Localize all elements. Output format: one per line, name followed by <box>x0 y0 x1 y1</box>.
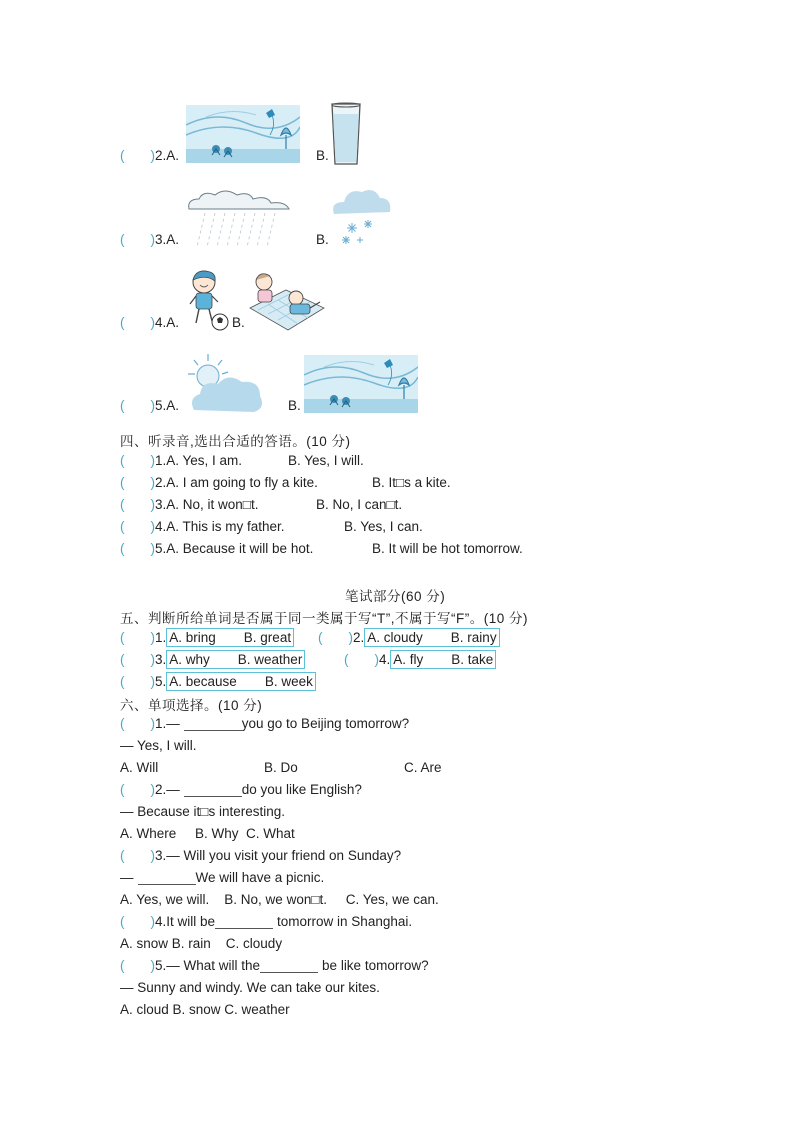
word-a: A. because <box>169 674 237 689</box>
answer-paren-close[interactable]: ) <box>150 232 155 247</box>
answer-paren-open[interactable]: ( <box>344 652 349 667</box>
option-a-text: 3.A. No, it won□t. <box>155 497 259 512</box>
answer-paren-close[interactable]: ) <box>150 716 155 731</box>
answer-paren-close[interactable]: ) <box>150 914 155 929</box>
written-part-heading: 笔试部分(60 分) <box>345 589 446 604</box>
section-5-item <box>120 628 294 647</box>
option-b-label: B. <box>288 398 301 413</box>
answer-paren-open[interactable]: ( <box>120 398 125 413</box>
word-pair-box <box>166 650 305 669</box>
question-text: tomorrow in Shanghai. <box>277 914 413 929</box>
answer-paren-close[interactable]: ) <box>150 674 155 689</box>
kids-picnic-picture <box>246 268 326 332</box>
answer-line: — Sunny and windy. We can take our kites. <box>120 980 380 995</box>
answer-paren-close[interactable]: ) <box>150 958 155 973</box>
option-b: B. Do <box>264 760 298 775</box>
option-b-text: B. It□s a kite. <box>372 475 451 490</box>
mc-question-5 <box>120 958 429 973</box>
option-a-text: 2.A. I am going to fly a kite. <box>155 475 318 490</box>
answer-paren-open[interactable]: ( <box>120 674 125 689</box>
fill-blank[interactable] <box>215 914 273 929</box>
question-text: 3.— Will you visit your friend on Sunday? <box>155 848 402 863</box>
answer-paren-open[interactable]: ( <box>120 652 125 667</box>
options-line: A. cloud B. snow C. weather <box>120 1002 290 1017</box>
word-a: A. fly <box>393 652 424 667</box>
answer-paren-close[interactable]: ) <box>348 630 353 645</box>
answer-paren-close[interactable]: ) <box>150 315 155 330</box>
word-a: A. bring <box>169 630 216 645</box>
answer-paren-close[interactable]: ) <box>374 652 379 667</box>
question-number: 2.A. <box>155 148 180 163</box>
item-number: 3. <box>155 652 167 667</box>
section-4-item <box>120 497 258 512</box>
section-4-item <box>120 475 318 490</box>
question-text: be like tomorrow? <box>322 958 429 973</box>
question-number: 5.A. <box>155 398 180 413</box>
answer-paren-close[interactable]: ) <box>150 398 155 413</box>
answer-paren-close[interactable]: ) <box>150 541 155 556</box>
question-prefix: 1.— <box>155 716 180 731</box>
word-b: B. great <box>243 630 292 645</box>
answer-paren-open[interactable]: ( <box>120 497 125 512</box>
answer-paren-open[interactable]: ( <box>120 475 125 490</box>
question-prefix: 5.— What will the <box>155 958 261 973</box>
answer-text: We will have a picnic. <box>195 870 325 885</box>
fill-blank[interactable] <box>138 870 196 885</box>
question-number: 4.A. <box>155 315 180 330</box>
answer-paren-open[interactable]: ( <box>120 716 125 731</box>
sun-and-cloud-picture <box>186 352 264 416</box>
word-b: B. week <box>264 674 313 689</box>
section-5-item <box>318 628 500 647</box>
answer-line: — Because it□s interesting. <box>120 804 285 819</box>
question-text: do you like English? <box>241 782 362 797</box>
section-4-item <box>120 453 242 468</box>
option-b-label: B. <box>316 148 329 163</box>
answer-paren-open[interactable]: ( <box>120 453 125 468</box>
boy-playing-football-picture <box>186 268 232 332</box>
option-b-text: B. No, I can□t. <box>316 497 403 512</box>
section-4-title: 四、听录音,选出合适的答语。(10 分) <box>120 434 351 449</box>
answer-paren-close[interactable]: ) <box>150 453 155 468</box>
answer-paren-open[interactable]: ( <box>120 630 125 645</box>
mc-question-4 <box>120 914 412 929</box>
answer-paren-open[interactable]: ( <box>120 315 125 330</box>
options-line: A. Where B. Why C. What <box>120 826 295 841</box>
mc-question-2 <box>120 782 362 797</box>
answer-paren-open[interactable]: ( <box>120 958 125 973</box>
question-text: you go to Beijing tomorrow? <box>241 716 410 731</box>
answer-paren-close[interactable]: ) <box>150 652 155 667</box>
answer-line: — Yes, I will. <box>120 738 197 753</box>
item-number: 4. <box>379 652 391 667</box>
word-b: B. weather <box>237 652 303 667</box>
answer-paren-close[interactable]: ) <box>150 475 155 490</box>
section-5-item <box>120 672 316 691</box>
question-number: 3.A. <box>155 232 180 247</box>
option-a-text: 4.A. This is my father. <box>155 519 285 534</box>
option-b-text: B. Yes, I can. <box>344 519 423 534</box>
item-number: 5. <box>155 674 167 689</box>
word-pair-box <box>364 628 499 647</box>
section-5-title: 五、判断所给单词是否属于同一类属于写“T”,不属于写“F”。(10 分) <box>120 611 528 626</box>
question-3-row <box>120 232 179 247</box>
item-number: 1. <box>155 630 167 645</box>
answer-paren-close[interactable]: ) <box>150 630 155 645</box>
snow-cloud-picture <box>330 184 392 248</box>
word-a: A. why <box>169 652 210 667</box>
answer-paren-close[interactable]: ) <box>150 497 155 512</box>
answer-paren-open[interactable]: ( <box>120 232 125 247</box>
answer-paren-open[interactable]: ( <box>120 541 125 556</box>
answer-paren-open[interactable]: ( <box>120 782 125 797</box>
windy-kite-picture-2 <box>304 355 418 413</box>
item-number: 2. <box>353 630 365 645</box>
option-b-text: B. It will be hot tomorrow. <box>372 541 523 556</box>
fill-blank[interactable] <box>184 716 242 731</box>
word-pair-box <box>390 650 496 669</box>
answer-paren-close[interactable]: ) <box>150 148 155 163</box>
fill-blank[interactable] <box>260 958 318 973</box>
section-4-item <box>120 541 313 556</box>
answer-paren-close[interactable]: ) <box>150 519 155 534</box>
fill-blank[interactable] <box>184 782 242 797</box>
options-line: A. Yes, we will. B. No, we won□t. C. Yes, we can. <box>120 892 439 907</box>
options-line: A. snow B. rain C. cloudy <box>120 936 283 951</box>
question-prefix: 4.It will be <box>155 914 216 929</box>
question-2-row <box>120 148 179 163</box>
word-pair-box <box>166 672 316 691</box>
mc-question-1 <box>120 716 409 731</box>
word-pair-box <box>166 628 294 647</box>
option-b-text: B. Yes, I will. <box>288 453 364 468</box>
rain-cloud-picture <box>185 187 297 249</box>
word-b: B. take <box>451 652 494 667</box>
option-b-label: B. <box>316 232 329 247</box>
answer-paren-open[interactable]: ( <box>318 630 323 645</box>
section-5-item <box>120 650 305 669</box>
answer-paren-close[interactable]: ) <box>150 848 155 863</box>
option-b-label: B. <box>232 315 245 330</box>
windy-kite-picture <box>186 105 300 163</box>
option-c: C. Are <box>404 760 442 775</box>
question-4-row <box>120 315 179 330</box>
section-6-title: 六、单项选择。(10 分) <box>120 698 263 713</box>
section-5-item <box>344 650 496 669</box>
option-a-text: 5.A. Because it will be hot. <box>155 541 314 556</box>
word-a: A. cloudy <box>367 630 423 645</box>
glass-of-water-picture <box>330 102 362 166</box>
option-a: A. Will <box>120 760 159 775</box>
mc-question-3 <box>120 848 401 863</box>
answer-prefix: — <box>120 870 134 885</box>
answer-paren-open[interactable]: ( <box>120 848 125 863</box>
answer-paren-open[interactable]: ( <box>120 914 125 929</box>
word-b: B. rainy <box>450 630 497 645</box>
answer-paren-open[interactable]: ( <box>120 148 125 163</box>
question-prefix: 2.— <box>155 782 180 797</box>
answer-line <box>120 870 324 885</box>
option-a-text: 1.A. Yes, I am. <box>155 453 243 468</box>
section-4-item <box>120 519 285 534</box>
answer-paren-open[interactable]: ( <box>120 519 125 534</box>
question-5-row <box>120 398 179 413</box>
answer-paren-close[interactable]: ) <box>150 782 155 797</box>
